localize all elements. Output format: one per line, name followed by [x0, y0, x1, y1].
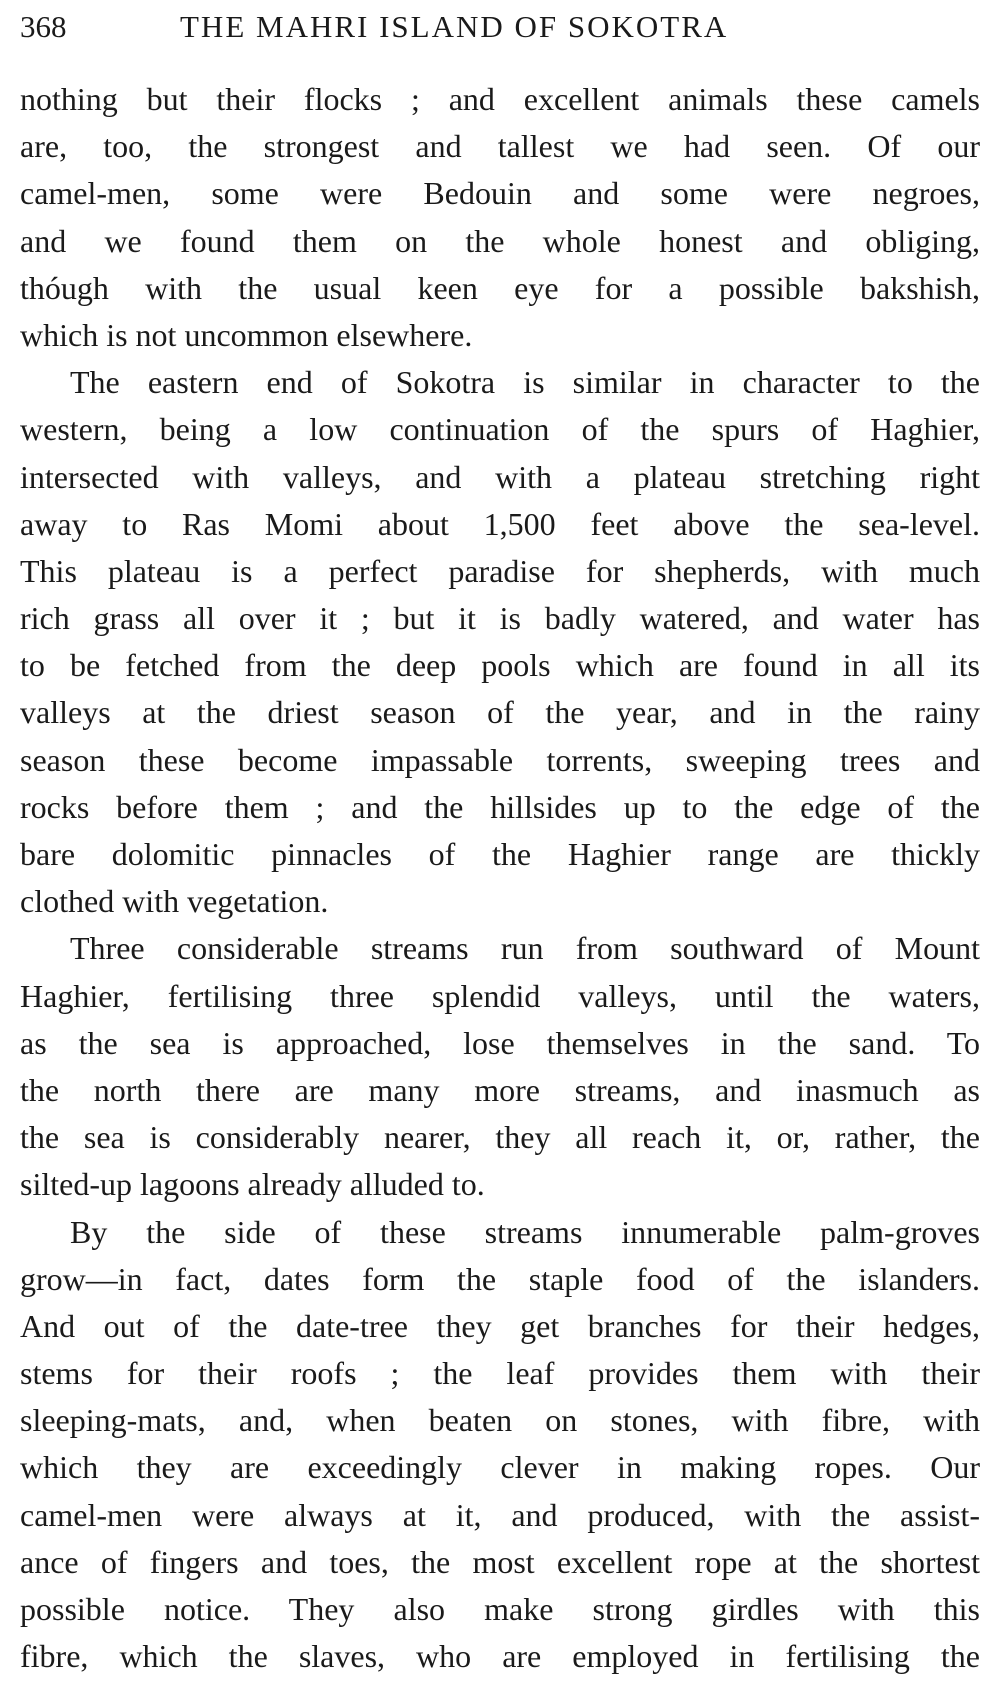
text-line: which they are exceedingly clever in making ropes. Our — [20, 1449, 980, 1486]
text-line: grow—in fact, dates form the staple food of the islanders. — [20, 1260, 980, 1297]
paragraph — [20, 76, 980, 359]
text-line: which is not uncommon elsewhere. — [20, 316, 473, 353]
text-line: western, being a low continuation of the spurs of Haghier, — [20, 411, 980, 448]
paragraph — [20, 925, 980, 1208]
text-line: stems for their roofs ; the leaf provides them with their — [20, 1355, 980, 1392]
text-line: possible notice. They also make strong girdles with this — [20, 1591, 980, 1627]
text-line: clothed with vegetation. — [20, 883, 329, 920]
text-line: camel-men were always at it, and produced, with the assist- — [20, 1496, 980, 1533]
text-line: intersected with valleys, and with a plateau stretching right — [20, 458, 980, 495]
text-line: Three considerable streams run from southward of Mount — [70, 930, 980, 967]
text-line: season these become impassable torrents, sweeping trees and — [20, 741, 980, 778]
text-line: away to Ras Momi about 1,500 feet above the sea-level. — [20, 505, 980, 542]
text-line: thóugh with the usual keen eye for a possible bakshish, — [20, 269, 980, 306]
text-line: are, too, the strongest and tallest we had seen. Of our — [20, 128, 980, 165]
text-line: silted-up lagoons already alluded to. — [20, 1166, 485, 1203]
text-line: Haghier, fertilising three splendid valleys, until the waters, — [20, 977, 980, 1014]
text-line: to be fetched from the deep pools which are found in all its — [20, 647, 980, 684]
text-line: camel-men, some were Bedouin and some were negroes, — [20, 175, 980, 212]
text-line: And out of the date-tree they get branches for their hedges, — [20, 1307, 980, 1344]
text-line: as the sea is approached, lose themselves in the sand. To — [20, 1024, 980, 1061]
text-line: the sea is considerably nearer, they all reach it, or, rather, the — [20, 1119, 980, 1156]
text-line: fibre, which the slaves, who are employed in fertilising the — [20, 1638, 980, 1675]
text-line: ance of fingers and toes, the most excellent rope at the shortest — [20, 1543, 980, 1580]
body-text — [20, 76, 980, 1680]
text-line: The eastern end of Sokotra is similar in character to the — [70, 364, 980, 401]
text-line: rocks before them ; and the hillsides up to the edge of the — [20, 788, 980, 825]
text-line: and we found them on the whole honest and obliging, — [20, 222, 980, 259]
text-line: sleeping-mats, and, when beaten on stones, with fibre, with — [20, 1402, 980, 1439]
page-number: 368 — [20, 9, 67, 44]
text-line: This plateau is a perfect paradise for shepherds, with much — [20, 552, 980, 589]
running-title: THE MAHRI ISLAND OF SOKOTRA — [180, 9, 729, 44]
text-line: the north there are many more streams, and inasmuch as — [20, 1071, 980, 1108]
text-line: bare dolomitic pinnacles of the Haghier range are thickly — [20, 836, 980, 872]
text-line: nothing but their flocks ; and excellent animals these camels — [20, 81, 980, 117]
text-line: valleys at the driest season of the year, and in the rainy — [20, 694, 980, 731]
paragraph — [20, 359, 980, 925]
paragraph — [20, 1209, 980, 1681]
running-head — [20, 4, 980, 50]
text-line: By the side of these streams innumerable palm-groves — [70, 1213, 980, 1250]
text-line: rich grass all over it ; but it is badly watered, and water has — [20, 600, 980, 637]
